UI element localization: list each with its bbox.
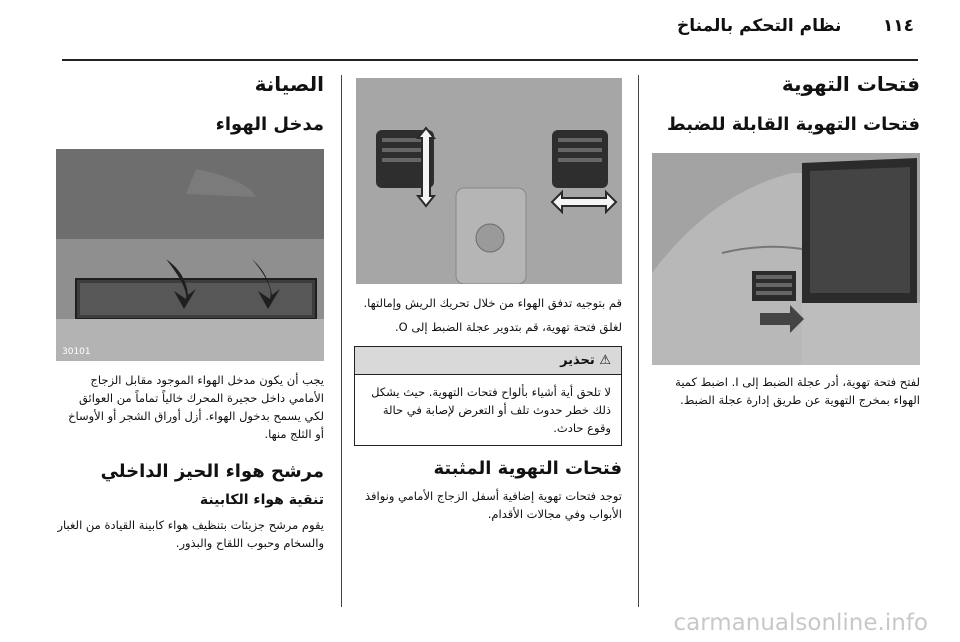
- fixed-vents-title: فتحات التهوية المثبتة: [433, 458, 622, 479]
- air-intake-text: يجب أن يكون مدخل الهواء الموجود مقابل الزجاج الأمامي داخل حجيرة المحرك خالياً تماماً من العوائق لكي يسمح بدخول الهواء. أزل أوراق الشجر أو الأوساخ أو الثلج منها.: [68, 373, 324, 441]
- vent-directions-column: [354, 70, 622, 523]
- warning-title: تحذير: [560, 353, 595, 368]
- page-header-text: [677, 16, 914, 36]
- vents-title: فتحات التهوية: [781, 72, 920, 96]
- maintenance-column: [56, 70, 324, 552]
- watermark: carmanualsonline.info: [673, 610, 928, 636]
- adjustable-vents-title: فتحات التهوية القابلة للضبط: [666, 114, 920, 135]
- center-vents-illustration: [356, 78, 622, 284]
- page-header: [0, 0, 960, 60]
- warning-icon: ⚠: [599, 353, 611, 368]
- vents-column: [652, 70, 920, 409]
- maintenance-title: الصيانة: [254, 72, 324, 96]
- fixed-vents-text: توجد فتحات تهوية إضافية أسفل الزجاج الأمامي ونوافذ الأبواب وفي مجالات الأقدام.: [364, 489, 622, 521]
- adjustable-vents-text: لفتح فتحة تهوية، أدر عجلة الضبط إلى I. اضبط كمية الهواء بمخرج التهوية عن طريق إدارة عجلة الضبط.: [675, 375, 920, 407]
- warning-text: لا تلحق أية أشياء بألواح فتحات التهوية. حيث يشكل ذلك خطر حدوث تلف أو التعرض لإصابة في حالة وقوع حادث.: [371, 385, 611, 435]
- cabin-filter-title: مرشح هواء الحيز الداخلي: [100, 461, 324, 482]
- air-intake-drawing: [56, 149, 324, 361]
- column-divider-left: [341, 75, 342, 607]
- column-divider-right: [638, 75, 639, 607]
- header-rule: [62, 59, 918, 61]
- page-number: ١١٤: [882, 16, 914, 36]
- vent-direction-text: قم بتوجيه تدفق الهواء من خلال تحريك الريش وإمالتها.: [363, 296, 622, 310]
- adjustable-vent-illustration: [652, 153, 920, 365]
- warning-header: [355, 347, 621, 375]
- center-vents-drawing: [356, 78, 622, 284]
- air-intake-title: مدخل الهواء: [215, 114, 324, 135]
- air-intake-illustration: [56, 149, 324, 361]
- section-title: نظام التحكم بالمناخ: [677, 16, 842, 36]
- cabin-air-title: تنقية هواء الكابينة: [199, 492, 324, 508]
- vent-close-text: لغلق فتحة تهوية، قم بتدوير عجلة الضبط إلى O.: [394, 320, 622, 334]
- adjustable-vent-drawing: [652, 153, 920, 365]
- cabin-air-text: يقوم مرشح جزيئات بتنظيف هواء كابينة القيادة من الغبار والسخام وحبوب اللقاح والبذور.: [57, 518, 324, 550]
- air-intake-figure-label: 30101: [62, 347, 91, 357]
- warning-box: [354, 346, 622, 446]
